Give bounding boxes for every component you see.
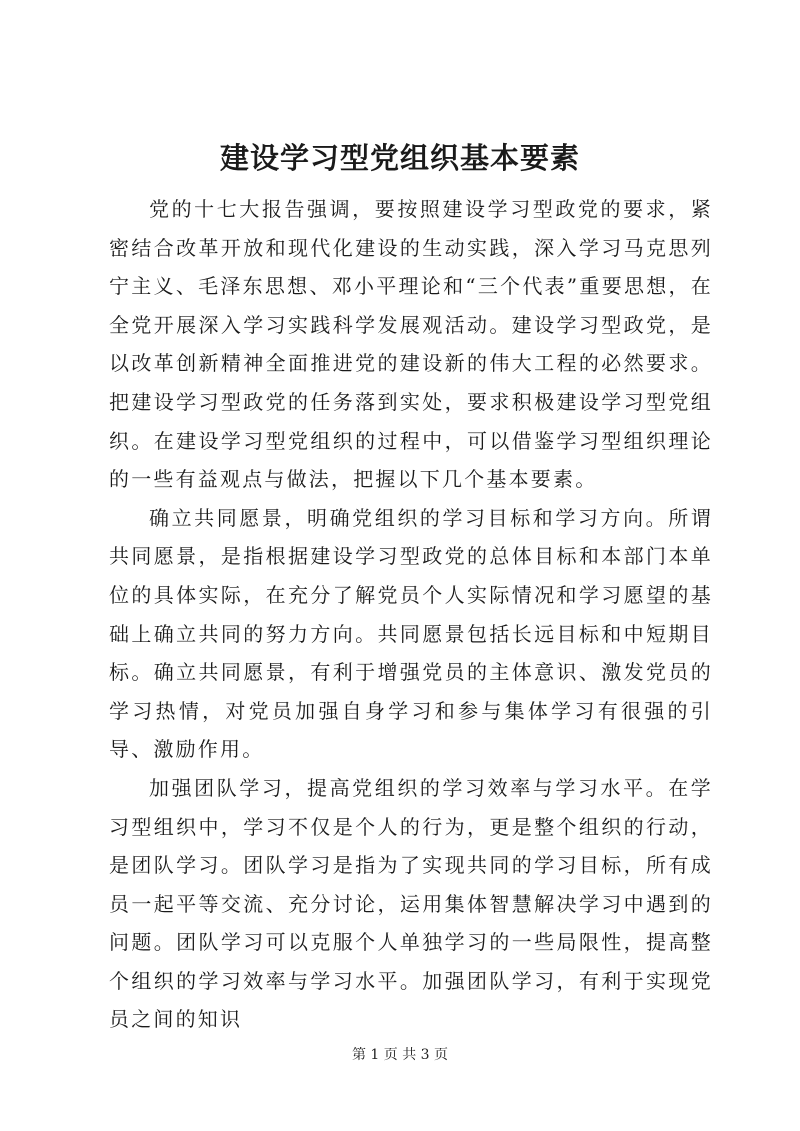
paragraph-intro: 党的十七大报告强调，要按照建设学习型政党的要求，紧密结合改革开放和现代化建设的生动实践，深入学习马克思列宁主义、毛泽东思想、邓小平理论和“三个代表”重要思想，在全党开展深入学习实践科学发展观活动。建设学习型政党，是以改革创新精神全面推进党的建设新的伟大工程的必然要求。把建设学习型政党的任务落到实处，要求积极建设学习型党组织。在建设学习型党组织的过程中，可以借鉴学习型组织理论的一些有益观点与做法，把握以下几个基本要素。: [109, 197, 713, 492]
page-number-footer: 第 1 页 共 3 页: [351, 1047, 449, 1063]
paragraph-team-learning: 加强团队学习，提高党组织的学习效率与学习水平。在学习型组织中，学习不仅是个人的行为，更是整个组织的行动，是团队学习。团队学习是指为了实现共同的学习目标，所有成员一起平等交流、充分讨论，运用集体智慧解决学习中遇到的问题。团队学习可以克服个人单独学习的一些局限性，提高整个组织的学习效率与学习水平。加强团队学习，有利于实现党员之间的知识: [109, 775, 713, 1032]
document-title: 建设学习型党组织基本要素: [219, 141, 580, 175]
paragraph-shared-vision: 确立共同愿景，明确党组织的学习目标和学习方向。所谓共同愿景，是指根据建设学习型政党的总体目标和本部门本单位的具体实际，在充分了解党员个人实际情况和学习愿望的基础上确立共同的努力方向。共同愿景包括长远目标和中短期目标。确立共同愿景，有利于增强党员的主体意识、激发党员的学习热情，对党员加强自身学习和参与集体学习有很强的引导、激励作用。: [109, 505, 713, 762]
document-body: [109, 190, 713, 1039]
